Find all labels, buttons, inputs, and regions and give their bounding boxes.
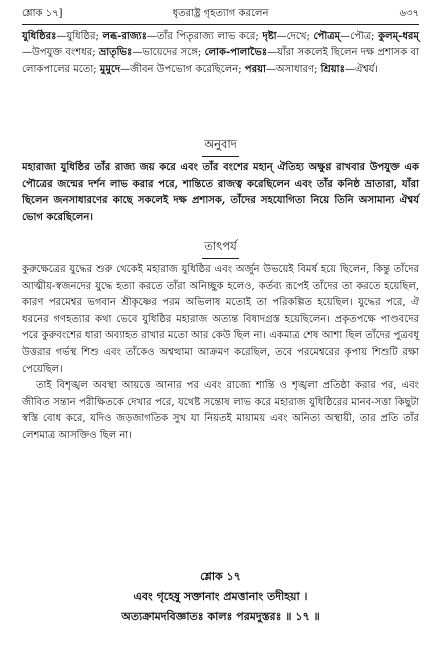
- synonym-meaning: যাঁরা সকলেই ছিলেন দক্ষ প্রশাসক বা লোকপালের মতো;: [22, 47, 420, 75]
- synonym-term: লোক-পালাভৈঃ: [204, 47, 268, 59]
- synonym-meaning: দেখে;: [286, 31, 314, 42]
- translation-paragraph: মহারাজা যুধিষ্ঠির তাঁর রাজ্য জয় করে এবং তাঁর বংশের মহান্ ঐতিহ্য অক্ষুণ্ণ রাখবার উপযুক্ত এক পৌত্রের জন্মের দর্শন লাভ করার পরে, শান্তিতে রাজত্ব করেছিলেন এবং তাঁর কনিষ্ঠ ভ্রাতারা, যাঁরা ছিলেন জনসাধারণের কাছে সকলেই দক্ষ প্রশাসক, তাঁদের সহযোগিতা নিয়ে তিনি অসামান্য ঐশ্বর্য ভোগ করেছিলেন।: [22, 162, 419, 223]
- verse-line-2: অত্যক্রামদবিজ্ঞাতঃ কালঃ পরমদুস্তরঃ ॥ ১৭ ॥: [121, 610, 320, 623]
- synonym-meaning: জীবন উপভোগ করেছিলেন;: [130, 63, 245, 75]
- synonym-meaning: তাঁর পিতৃরাজ্য লাভ করে;: [156, 31, 263, 42]
- translation-heading: [0, 136, 441, 157]
- header-page-number: ৬৩৭: [399, 7, 419, 19]
- synonym-term: যুধিষ্ঠিরঃ: [22, 31, 57, 42]
- synonym-meaning: পৌত্র;: [350, 31, 379, 42]
- header-divider: [22, 24, 419, 25]
- purport-heading-text: তাৎপর্য: [202, 238, 239, 259]
- synonyms-paragraph: যুধিষ্ঠিরঃ—যুধিষ্ঠির; লব্ধ-রাজ্যঃ—তাঁর পিতৃরাজ্য লাভ করে; দৃষ্টা—দেখে; পৌত্রম্—পৌত্র; কুলম্-ধরম্—উপযুক্ত বংশধর; ভ্রাতৃভিঃ—ভায়েদের সঙ্গে; লোক-পালাভৈঃ—যাঁরা সকলেই ছিলেন দক্ষ প্রশাসক বা লোকপালের মতো; মুমুদে—জীবন উপভোগ করেছিলেন; পরয়া—অসাধারণ; শ্রিয়াঃ—ঐশ্বর্য।: [22, 31, 420, 75]
- page-header: [22, 6, 419, 22]
- synonym-meaning: ঐশ্বর্য।: [354, 63, 379, 75]
- synonym-meaning: অসাধারণ;: [275, 63, 321, 75]
- synonym-term: ভ্রাতৃভিঃ: [98, 47, 133, 59]
- purport-paragraph: তাই বিশৃঙ্খল অবস্থা আয়ত্তে আনার পর এবং রাজ্যে শান্তি ও শৃঙ্খলা প্রতিষ্ঠা করার পর, এবং জীবিত সন্তান পরীক্ষিতকে দেখার পরে, যথেষ্ট সন্তোষ লাভ করে মহারাজ যুধিষ্ঠিরের মানব-সত্তা কিছুটা স্বস্তি বোধ করে, যদিও জড়জাগতিক সুখ যা নিয়তই মায়াময় এবং অনিত্য অস্থায়ী, তার প্রতি তাঁর লেশমাত্র আসক্তিও ছিল না।: [22, 380, 419, 441]
- verse-title: শ্লোক ১৭: [200, 570, 241, 583]
- header-verse-ref: শ্লোক ১৭]: [22, 7, 63, 19]
- synonym-term: কুলম্-ধরম্: [378, 31, 419, 42]
- synonym-term: শ্রিয়াঃ: [320, 63, 345, 75]
- purport-heading: [0, 238, 441, 259]
- synonym-term: পৌত্রম্: [313, 31, 341, 42]
- synonym-meaning: যুধিষ্ঠির;: [66, 31, 103, 42]
- synonym-meaning: ভায়েদের সঙ্গে;: [142, 47, 205, 59]
- synonym-term: দৃষ্টা: [262, 31, 277, 42]
- purport-paragraph: কুরুক্ষেত্রের যুদ্ধের শুরু থেকেই মহারাজ যুধিষ্ঠির এবং অর্জুন উভয়েই বিমর্ষ হয়ে ছিলেন, কিন্তু তাঁদের আত্মীয়-স্বজনদের যুদ্ধে হত্যা করতে তাঁরা অনিচ্ছুক হলেও, কর্তব্য রূপেই তাঁদের তা করতে হয়েছিল, কারণ পরমেশ্বর ভগবান শ্রীকৃষ্ণের পরম অভিলাষ মতোই তা পরিকল্পিত হয়েছিল। যুদ্ধের পরে, ঐ ধরনের গণহত্যার কথা ভেবে যুধিষ্ঠির মহারাজ অত্যন্ত বিষাদগ্রস্ত হয়েছিলেন। প্রকৃতপক্ষে পাণ্ডবদের পরে কুরুবংশের ধারা অব্যাহত রাখার মতো আর কেউ ছিল না। একমাত্র শেষ আশা ছিল তাঁদের পুত্রবধূ উত্তরার গর্ভস্থ শিশু এবং তাঁকেও অশ্বত্থামা আক্রমণ করেছিল, তবে পরমেশ্বরের কৃপায় শিশুটি রক্ষা পেয়েছিল।: [22, 264, 419, 375]
- header-chapter-title: ধৃতরাষ্ট্র গৃহত্যাগ করলেন: [172, 7, 269, 19]
- synonym-meaning: উপযুক্ত বংশধর;: [32, 47, 99, 59]
- synonym-term: পরয়া: [244, 63, 266, 75]
- synonym-term: মুমুদে: [99, 63, 121, 75]
- verse-line-1: এবং গৃহেষু সক্তানাং প্রমত্তানাং তদীহয়া ।: [133, 590, 308, 603]
- translation-heading-text: অনুবাদ: [202, 136, 239, 157]
- purport-section: [22, 262, 419, 445]
- synonym-term: লব্ধ-রাজ্যঃ: [102, 31, 147, 42]
